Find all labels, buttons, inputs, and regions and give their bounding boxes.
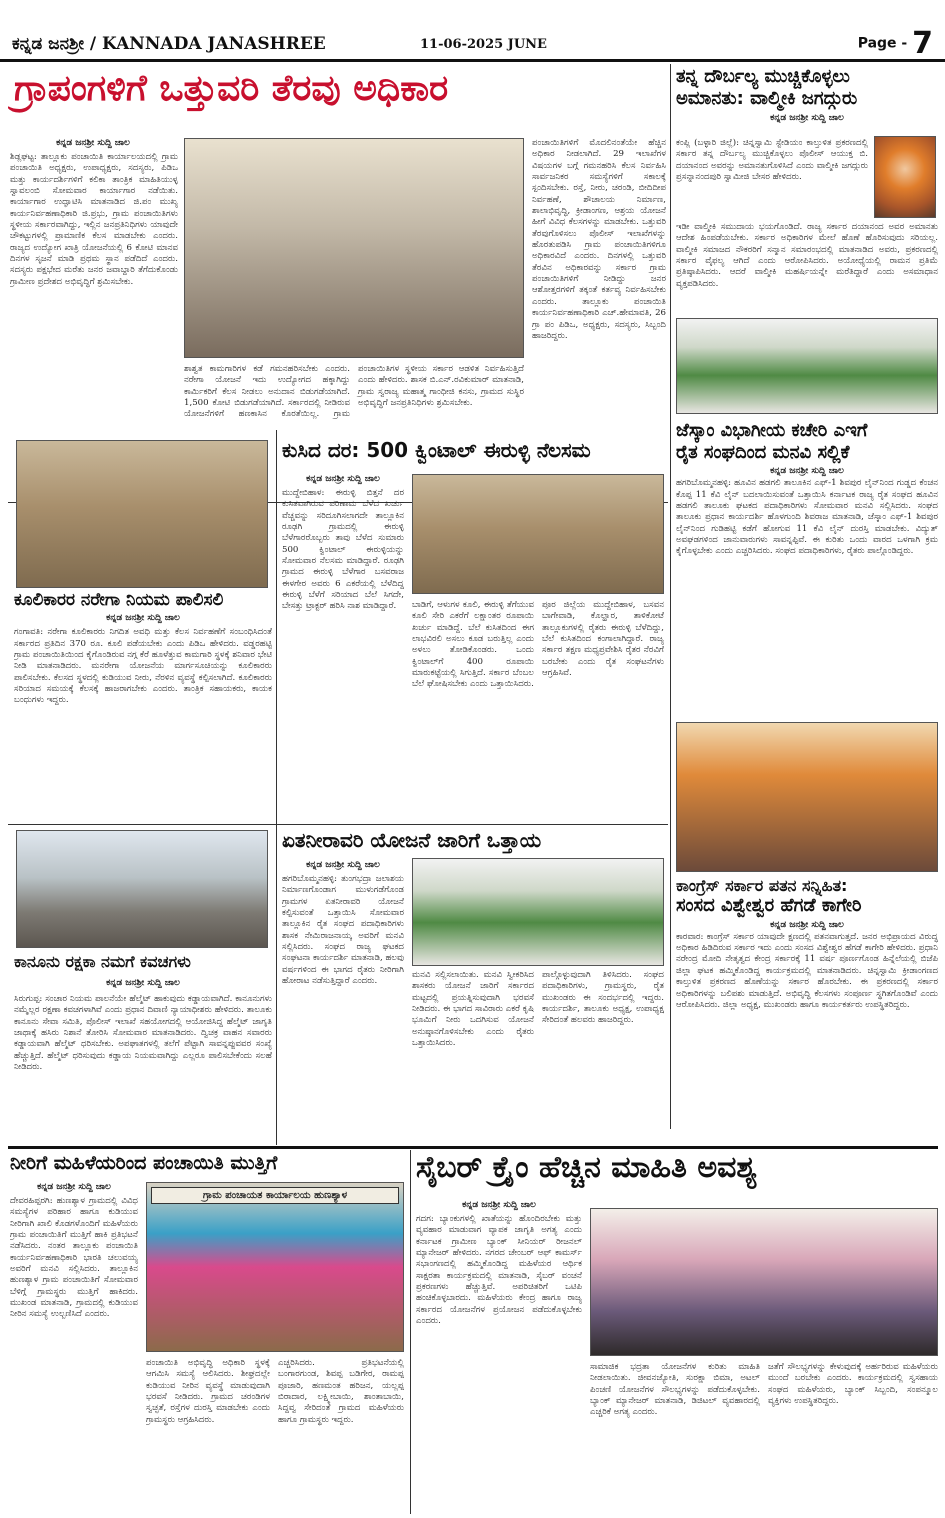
swamiji-body-1: ಕಂಪ್ಲಿ (ಬಳ್ಳಾರಿ ಜಿಲ್ಲೆ): ಚಿನ್ನಸ್ವಾಮಿ ಸ್ಟೇಡಿಯಂ ಕಾಲ್ತುಳಿತ ಪ್ರಕರಣದಲ್ಲಿ ಸರ್ಕಾರ ತನ್ನ ದೌರ್ಬಲ್ಯ ಮುಚ್ಚಿಕೊಳ್ಳಲು ಪೊಲೀಸ್ ಆಯುಕ್ತ ಬಿ. ದಯಾನಂದ ಅವರನ್ನು ಅಮಾನತುಗೊಳಿಸಿದೆ ಎಂದು ವಾಲ್ಮೀಕಿ ಜಗದ್ಗುರು ಪ್ರಸನ್ನಾನಂದಪುರಿ ಸ್ವಾಮೀಜಿ ಬೇಸರ ಹೇಳಿದರು.	[676, 138, 868, 183]
congress-headline-2: ಸಂಸದ ವಿಶ್ವೇಶ್ವರ ಹೆಗಡೆ ಕಾಗೇರಿ	[676, 895, 862, 917]
nrega-photo	[16, 440, 268, 588]
lead-body-col1: ಶಿಡ್ಲಘಟ್ಟ: ತಾಲ್ಲೂಕು ಪಂಚಾಯಿತಿ ಕಾರ್ಯಾಲಯದಲ್ಲಿ ಗ್ರಾಮ ಪಂಚಾಯಿತಿ ಅಧ್ಯಕ್ಷರು, ಉಪಾಧ್ಯಕ್ಷರು, ಸದಸ್ಯರು, ಪಿಡಿಒ ಮತ್ತು ಕಾರ್ಯದರ್ಶಿಗಳಿಗೆ ಕಲಿಕಾ ತಾಂತ್ರಿಕ ಮಾಹಿತಿಯುಳ್ಳ ಸ್ವಾವಲಂಬಿ ಸೋಮವಾರ ಕಾರ್ಯಾಗಾರ ನಡೆಯಿತು. ಕಾರ್ಯಾಗಾರ ಉದ್ಘಾಟಿಸಿ ಮಾತನಾಡಿದ ಜಿ.ಪಂ ಮುಖ್ಯ ಕಾರ್ಯನಿರ್ವಹಣಾಧಿಕಾರಿ ಜಿ.ಪ್ರಭು, ಗ್ರಾಮ ಪಂಚಾಯಿತಿಗಳು ಸ್ಥಳೀಯ ಸರ್ಕಾರವಾಗಿದ್ದು, ಇಲ್ಲಿನ ಜನಪ್ರತಿನಿಧಿಗಳು ಯಾವುದೇ ಚೌಕಟ್ಟುಗಳಲ್ಲಿ ಪ್ರಾಮಾಣಿಕ ಕೆಲಸ ಮಾಡಬೇಕು ಎಂದರು. ರಾಜ್ಯದ ಉದ್ಯೋಗ ಖಾತ್ರಿ ಯೋಜನೆಯಲ್ಲಿ 6 ಕೋಟಿ ಮಾನವ ದಿನಗಳ ಸೃಜನೆ ಮಾಡಿ ಪ್ರಥಮ ಸ್ಥಾನ ಪಡೆದಿದೆ ಎಂದರು. ಸದಸ್ಯರು ಪಕ್ಷಭೇದ ಮರೆತು ಜನರ ಜವಾಬ್ದಾರಿ ತೆಗೆದುಕೊಂಡು ಗ್ರಾಮೀಣ ಪ್ರದೇಶದ ಅಭಿವೃದ್ಧಿಗೆ ಶ್ರಮಿಸಬೇಕು.	[10, 152, 178, 287]
swamiji-byline: ಕನ್ನಡ ಜನಶ್ರೀ ಸುದ್ದಿ ಜಾಲ	[770, 113, 844, 124]
congress-byline: ಕನ್ನಡ ಜನಶ್ರೀ ಸುದ್ದಿ ಜಾಲ	[770, 919, 844, 930]
swamiji-headline-2: ಅಮಾನತು: ವಾಲ್ಮೀಕಿ ಜಗದ್ಗುರು	[676, 87, 858, 109]
lead-article	[8, 68, 666, 498]
cyber-headline: ಸೈಬರ್ ಕ್ರೈಂ ಹೆಚ್ಚಿನ ಮಾಹಿತಿ ಅವಶ್ಯ	[416, 1150, 757, 1185]
escom-byline: ಕನ್ನಡ ಜನಶ್ರೀ ಸುದ್ದಿ ಜಾಲ	[770, 466, 844, 477]
onion-body-3: ಪೂರ ಜಿಲ್ಲೆಯ ಮುದ್ದೇಬಿಹಾಳ, ಬಸವನ ಬಾಗೇವಾಡಿ, ಕೊಲ್ಹಾರ, ತಾಳಿಕೋಟೆ ತಾಲ್ಲೂಕುಗಳಲ್ಲಿ ರೈತರು ಈರುಳ್ಳಿ ಬೆಳೆದಿದ್ದು, ಬೆಲೆ ಕುಸಿತದಿಂದ ಕಂಗಾಲಾಗಿದ್ದಾರೆ. ರಾಜ್ಯ ಸರ್ಕಾರ ತಕ್ಷಣ ಮಧ್ಯಪ್ರವೇಶಿಸಿ ರೈತರ ನೆರವಿಗೆ ಬರಬೇಕು ಎಂದು ರೈತ ಸಂಘಟನೆಗಳು ಆಗ್ರಹಿಸಿವೆ.	[542, 600, 664, 679]
nrega-article	[14, 590, 272, 820]
escom-body: ಹಗರಿಬೊಮ್ಮನಹಳ್ಳಿ: ಹೂವಿನ ಹಡಗಲಿ ತಾಲೂಕಿನ ಎಫ್-1 ಶಿವಪುರ ಲೈನ್‌ನಿಂದ ಗುಡ್ಡದ ಕೆಂಚನ ಕೊಪ್ಪ 11 ಕೆವಿ ಲೈನ್ ಬದಲಾಯಿಸುವಂತೆ ಒತ್ತಾಯಿಸಿ ಕರ್ನಾಟಕ ರಾಜ್ಯ ರೈತ ಸಂಘದ ಹೂವಿನ ಹಡಗಲಿ ತಾಲೂಕು ಘಟಕದ ಪದಾಧಿಕಾರಿಗಳು ಸೋಮವಾರ ಮನವಿ ಸಲ್ಲಿಸಿದರು. ಸಂಘದ ತಾಲೂಕು ಪ್ರಧಾನ ಕಾರ್ಯದರ್ಶಿ ಹೊಳಗುಂದಿ ಶಿವರಾಜ ಮಾತನಾಡಿ, ಜೆಸ್ಕಾಂ ಎಫ್-1 ಶಿವಪುರ ಲೈನ್‌ನಿಂದ ಗುಡಿಹಟ್ಟಿ ಕಡೆಗೆ ಹೋಗುವ 11 ಕೆವಿ ಲೈನ್ ದುರಸ್ತಿ ಮಾಡಬೇಕು. ವಿದ್ಯುತ್ ಅವಘಡಗಳಿಂದ ಜಾನುವಾರುಗಳು ಸಾವನ್ನಪ್ಪಿವೆ. ಈ ಕುರಿತು ಒಂದು ವಾರದ ಒಳಗಾಗಿ ಕ್ರಮ ಕೈಗೊಳ್ಳಬೇಕು ಎಂದು ಎಚ್ಚರಿಸಿದರು. ಸಂಘದ ಪದಾಧಿಕಾರಿಗಳು, ರೈತರು ಪಾಲ್ಗೊಂಡಿದ್ದರು.	[676, 478, 938, 557]
newspaper-name: ಕನ್ನಡ ಜನಶ್ರೀ / KANNADA JANASHREE	[12, 34, 326, 54]
etthinahole-photo	[412, 858, 664, 966]
helmet-article	[14, 952, 272, 976]
helmet-photo	[16, 830, 268, 948]
cyber-photo	[590, 1208, 938, 1356]
etthinahole-body-1: ಹಗರಿಬೊಮ್ಮನಹಳ್ಳಿ: ತುಂಗಭದ್ರಾ ಜಲಾಶಯ ನಿರ್ಮಾಣಗೊಂಡಾಗ ಮುಳುಗಡೆಗೊಂಡ ಗ್ರಾಮಗಳ ಏತನೀರಾವರಿ ಯೋಜನೆ ಕಲ್ಪಿಸುವಂತೆ ಒತ್ತಾಯಿಸಿ ಸೋಮವಾರ ತಾಲ್ಲೂಕಿನ ರೈತ ಸಂಘದ ಪದಾಧಿಕಾರಿಗಳು ಶಾಸಕ ನೇಮಿರಾಜನಾಯ್ಕ ಅವರಿಗೆ ಮನವಿ ಸಲ್ಲಿಸಿದರು. ಸಂಘದ ರಾಜ್ಯ ಘಟಕದ ಸಂಘಟನಾ ಕಾರ್ಯದರ್ಶಿ ಮಾತನಾಡಿ, ಹಲವು ವರ್ಷಗಳಿಂದ ಈ ಭಾಗದ ರೈತರು ನೀರಿಗಾಗಿ ಹೋರಾಟ ನಡೆಸುತ್ತಿದ್ದಾರೆ ಎಂದರು.	[282, 874, 404, 987]
onion-body-2: ಬಾಡಿಗೆ, ಆಳುಗಳ ಕೂಲಿ, ಈರುಳ್ಳಿ ತೆಗೆಯುವ ಕೂಲಿ ಸೇರಿ ಎಕರೆಗೆ ಲಕ್ಷಾಂತರ ರೂಪಾಯಿ ಖರ್ಚು ಮಾಡಿದ್ದೆ. ಬೆಲೆ ಕುಸಿತದಿಂದ ಈಗ ಲಾಭವಿರಲಿ ಅಸಲು ಕೂಡ ಬರುತ್ತಿಲ್ಲ ಎಂದು ಅಳಲು ತೋಡಿಕೊಂಡರು. ಒಂದು ಕ್ವಿಂಟಾಲ್‌ಗೆ 400 ರೂಪಾಯಿ ಮಾರುಕಟ್ಟೆಯಲ್ಲಿ ಸಿಗುತ್ತಿದೆ. ಸರ್ಕಾರ ಬೆಂಬಲ ಬೆಲೆ ಘೋಷಿಸಬೇಕು ಎಂದು ಒತ್ತಾಯಿಸಿದರು.	[412, 600, 534, 690]
onion-headline: ಕುಸಿದ ದರ: 500 ಕ್ವಿಂಟಾಲ್ ಈರುಳ್ಳಿ ನೆಲಸಮ	[282, 438, 591, 462]
swamiji-article	[676, 66, 938, 312]
congress-article	[676, 876, 938, 1128]
nrega-byline: ಕನ್ನಡ ಜನಶ್ರೀ ಸುದ್ದಿ ಜಾಲ	[106, 613, 180, 624]
water-byline: ಕನ್ನಡ ಜನಶ್ರೀ ಸುದ್ದಿ ಜಾಲ	[37, 1182, 111, 1192]
congress-photo	[676, 722, 938, 872]
etthinahole-article	[282, 828, 666, 1144]
water-photo	[146, 1182, 404, 1352]
water-body-2: ಪಂಚಾಯಿತಿ ಅಭಿವೃದ್ಧಿ ಅಧಿಕಾರಿ ಸ್ಥಳಕ್ಕೆ ಆಗಮಿಸಿ ಸಮಸ್ಯೆ ಆಲಿಸಿದರು. ಶೀಘ್ರದಲ್ಲೇ ಕುಡಿಯುವ ನೀರಿನ ವ್ಯವಸ್ಥೆ ಮಾಡುವುದಾಗಿ ಭರವಸೆ ನೀಡಿದರು. ಗ್ರಾಮದ ಚರಂಡಿಗಳ ಸ್ವಚ್ಛತೆ, ರಸ್ತೆಗಳ ದುರಸ್ತಿ ಮಾಡಬೇಕು ಎಂದು ಗ್ರಾಮಸ್ಥರು ಆಗ್ರಹಿಸಿದರು.	[146, 1358, 270, 1425]
cyber-article	[416, 1150, 940, 1514]
water-body-3: ಎಚ್ಚರಿಸಿದರು. ಪ್ರತಿಭಟನೆಯಲ್ಲಿ ಬಂಗಾರಗುಂಡ, ಶಿವಪ್ಪ ಬಡಿಗೇರ, ರಾಮಪ್ಪ ಪೂಜಾರಿ, ಹಣಮಂತ ಹರಿಜನ, ಯಲ್ಲಪ್ಪ ಬಿರಾದಾರ, ಲಕ್ಷ್ಮೀಬಾಯಿ, ಶಾಂತಾಬಾಯಿ, ಸಿದ್ದವ್ವ ಸೇರಿದಂತೆ ಗ್ರಾಮದ ಮಹಿಳೆಯರು ಹಾಗೂ ಗ್ರಾಮಸ್ಥರು ಇದ್ದರು.	[278, 1358, 404, 1425]
congress-headline-1: ಕಾಂಗ್ರೆಸ್ ಸರ್ಕಾರ ಪತನ ಸನ್ನಿಹಿತ:	[676, 876, 848, 895]
onion-body-1: ಮುದ್ದೇಬಿಹಾಳ: ಈರುಳ್ಳಿ ಬಿತ್ತನೆ ದರ ಕುಸಿತವಾಗಿರುವ ಪರಿಣಾಮ ಬೆಳೆದ ಖರ್ಚು ವೆಚ್ಚವನ್ನು ಸರಿದೂಗಿಸಲಾಗದೇ ತಾಲ್ಲೂಕಿನ ರೂಢಗಿ ಗ್ರಾಮದಲ್ಲಿ ಈರುಳ್ಳಿ ಬೆಳೆಗಾರರೊಬ್ಬರು ತಾವು ಬೆಳೆದ ಸುಮಾರು 500 ಕ್ವಿಂಟಾಲ್ ಈರುಳ್ಳಿಯನ್ನು ಸೋಮವಾರ ನೆಲಸಮ ಮಾಡಿದ್ದಾರೆ. ರೂಢಗಿ ಗ್ರಾಮದ ಈರುಳ್ಳಿ ಬೆಳೆಗಾರ ಬಸವರಾಜ ಈಳಗೇರ ಅವರು 6 ಎಕರೆಯಲ್ಲಿ ಬೆಳೆದಿದ್ದ ಈರುಳ್ಳಿ ಬೆಳೆಗೆ ಸರಿಯಾದ ಬೆಲೆ ಸಿಗದೇ, ಬೇಸತ್ತು ಟ್ರಾಕ್ಟರ್ ಹರಿಸಿ ನಾಶ ಮಾಡಿದ್ದಾರೆ.	[282, 488, 404, 612]
onion-photo	[412, 474, 664, 594]
escom-photo	[676, 318, 938, 414]
page-number: 7	[912, 26, 933, 61]
water-article	[10, 1152, 406, 1514]
issue-date: 11-06-2025 JUNE	[420, 37, 547, 52]
lead-headline: ಗ್ರಾಪಂಗಳಿಗೆ ಒತ್ತುವರಿ ತೆರವು ಅಧಿಕಾರ	[14, 68, 449, 109]
etthinahole-body-2: ಮನವಿ ಸಲ್ಲಿಸಲಾಯಿತು. ಮನವಿ ಸ್ವೀಕರಿಸಿದ ಶಾಸಕರು ಯೋಜನೆ ಜಾರಿಗೆ ಸರ್ಕಾರದ ಮಟ್ಟದಲ್ಲಿ ಪ್ರಯತ್ನಿಸುವುದಾಗಿ ಭರವಸೆ ನೀಡಿದರು. ಈ ಭಾಗದ ಸಾವಿರಾರು ಎಕರೆ ಕೃಷಿ ಭೂಮಿಗೆ ನೀರು ಒದಗಿಸುವ ಯೋಜನೆ ಅನುಷ್ಠಾನಗೊಳಿಸಬೇಕು ಎಂದು ರೈತರು ಒತ್ತಾಯಿಸಿದರು.	[412, 970, 534, 1049]
onion-article	[282, 438, 666, 818]
water-headline: ನೀರಿಗೆ ಮಹಿಳೆಯರಿಂದ ಪಂಚಾಯಿತಿ ಮುತ್ತಿಗೆ	[10, 1152, 278, 1174]
nrega-body: ಗಂಗಾವತಿ: ನರೇಗಾ ಕೂಲಿಕಾರರು ನಿಗದಿತ ಅವಧಿ ಮತ್ತು ಕೆಲಸ ನಿರ್ವಹಣೆಗೆ ಸಂಬಂಧಿಸಿದಂತೆ ಸರ್ಕಾರದ ಪ್ರತಿದಿನ 370 ರೂ. ಕೂಲಿ ಪಡೆಯಬೇಕು ಎಂದು ಪಿಡಿಒ ಹೇಳಿದರು. ವಡ್ಡರಹಟ್ಟಿ ಗ್ರಾಮ ಪಂಚಾಯಿತಿಯಿಂದ ಕೈಗೊಂಡಿರುವ ನಗ್ಗ ಕೆರೆ ಹೂಳೆತ್ತುವ ಕಾಮಗಾರಿ ಸ್ಥಳಕ್ಕೆ ಶನಿವಾರ ಭೇಟಿ ನೀಡಿ ಮಾತನಾಡಿದರು. ಮನರೇಗಾ ಯೋಜನೆಯ ಮಾರ್ಗಸೂಚಿಯನ್ನು ಕೂಲಿಕಾರರು ಪಾಲಿಸಬೇಕು. ಕೆಲಸದ ಸ್ಥಳದಲ್ಲಿ ಕುಡಿಯುವ ನೀರು, ನೆರಳಿನ ವ್ಯವಸ್ಥೆ ಕಲ್ಪಿಸಲಾಗಿದೆ. ಕೂಲಿಕಾರರು ಸರಿಯಾದ ಸಮಯಕ್ಕೆ ಕೆಲಸಕ್ಕೆ ಹಾಜರಾಗಬೇಕು ಎಂದರು. ತಾಂತ್ರಿಕ ಸಹಾಯಕರು, ಕಾಯಕ ಬಂಧುಗಳು ಇದ್ದರು.	[14, 627, 272, 706]
swamiji-headline-1: ತನ್ನ ದೌರ್ಬಲ್ಯ ಮುಚ್ಚಿಕೊಳ್ಳಲು	[676, 66, 850, 87]
congress-body: ಕಾರವಾರ: ಕಾಂಗ್ರೆಸ್ ಸರ್ಕಾರ ಯಾವುದೇ ಕ್ಷಣದಲ್ಲಿ ಪತನವಾಗುತ್ತದೆ. ಜನರ ಅಭಿಪ್ರಾಯದ ವಿರುದ್ಧ ಅಧಿಕಾರ ಹಿಡಿದಿರುವ ಸರ್ಕಾರ ಇದು ಎಂದು ಸಂಸದ ವಿಶ್ವೇಶ್ವರ ಹೆಗಡೆ ಕಾಗೇರಿ ಹೇಳಿದರು. ಪ್ರಧಾನಿ ನರೇಂದ್ರ ಮೋದಿ ನೇತೃತ್ವದ ಕೇಂದ್ರ ಸರ್ಕಾರಕ್ಕೆ 11 ವರ್ಷ ಪೂರ್ಣಗೊಂಡ ಹಿನ್ನೆಲೆಯಲ್ಲಿ ಬಿಜೆಪಿ ಜಿಲ್ಲಾ ಘಟಕ ಹಮ್ಮಿಕೊಂಡಿದ್ದ ಕಾರ್ಯಕ್ರಮದಲ್ಲಿ ಮಾತನಾಡಿದರು. ಚಿನ್ನಸ್ವಾಮಿ ಕ್ರೀಡಾಂಗಣದ ಕಾಲ್ತುಳಿತ ಪ್ರಕರಣದ ಹೊಣೆಯನ್ನು ಸರ್ಕಾರ ಹೊರಬೇಕು. ಈ ಪ್ರಕರಣದಲ್ಲಿ ಸರ್ಕಾರ ಅಧಿಕಾರಿಗಳನ್ನು ಬಲಿಪಶು ಮಾಡುತ್ತಿದೆ. ಅಭಿವೃದ್ಧಿ ಕೆಲಸಗಳು ಸಂಪೂರ್ಣ ಸ್ಥಗಿತಗೊಂಡಿವೆ ಎಂದು ಆರೋಪಿಸಿದರು. ಜಿಲ್ಲಾ ಅಧ್ಯಕ್ಷ, ಮುಖಂಡರು ಹಾಗೂ ಕಾರ್ಯಕರ್ತರು ಉಪಸ್ಥಿತರಿದ್ದರು.	[676, 931, 938, 1010]
cyber-body-3: ಜತೆಗೆ ಸೌಲಭ್ಯಗಳನ್ನು ಕೇಳುವುದಕ್ಕೆ ಅರ್ಹರಿರುವ ಮಹಿಳೆಯರು ಮುಂದೆ ಬರಬೇಕು ಎಂದರು. ಕಾರ್ಯಕ್ರಮದಲ್ಲಿ ಸ್ವಸಹಾಯ ಸಂಘದ ಮಹಿಳೆಯರು, ಬ್ಯಾಂಕ್ ಸಿಬ್ಬಂದಿ, ಸಂಪನ್ಮೂಲ ವ್ಯಕ್ತಿಗಳು ಉಪಸ್ಥಿತರಿದ್ದರು.	[768, 1362, 938, 1407]
water-body-1: ದೇವರಹಿಪ್ಪರಗಿ: ಹುಣಶ್ಯಾಳ ಗ್ರಾಮದಲ್ಲಿ ವಿವಿಧ ಸಮಸ್ಯೆಗಳ ಪರಿಹಾರ ಹಾಗೂ ಕುಡಿಯುವ ನೀರಿಗಾಗಿ ಖಾಲಿ ಕೊಡಗಳೊಂದಿಗೆ ಮಹಿಳೆಯರು ಗ್ರಾಮ ಪಂಚಾಯಿತಿಗೆ ಮುತ್ತಿಗೆ ಹಾಕಿ ಪ್ರತಿಭಟನೆ ನಡೆಸಿದರು. ನಂತರ ತಾಲ್ಲೂಕು ಪಂಚಾಯಿತಿ ಕಾರ್ಯನಿರ್ವಹಣಾಧಿಕಾರಿ ಭಾರತಿ ಚಲುವಯ್ಯ ಅವರಿಗೆ ಮನವಿ ಸಲ್ಲಿಸಿದರು. ತಾಲ್ಲೂಕಿನ ಹುಣಶ್ಯಾಳ ಗ್ರಾಮ ಪಂಚಾಯಿತಿಗೆ ಸೋಮವಾರ ಬೆಳಿಗ್ಗೆ ಗ್ರಾಮಸ್ಥರು ಮುತ್ತಿಗೆ ಹಾಕಿದರು. ಮುಖಂಡ ಮಾತನಾಡಿ, ಗ್ರಾಮದಲ್ಲಿ ಕುಡಿಯುವ ನೀರಿನ ಸಮಸ್ಯೆ ಉಲ್ಬಣಿಸಿದೆ ಎಂದರು.	[10, 1196, 138, 1320]
cyber-byline: ಕನ್ನಡ ಜನಶ್ರೀ ಸುದ್ದಿ ಜಾಲ	[462, 1200, 536, 1210]
swamiji-body-2: ಇಡೀ ವಾಲ್ಮೀಕಿ ಸಮುದಾಯ ಭಯಗೊಂಡಿದೆ. ರಾಜ್ಯ ಸರ್ಕಾರ ದಯಾನಂದ ಅವರ ಅಮಾನತು ಆದೇಶ ಹಿಂಪಡೆಯಬೇಕು. ಸರ್ಕಾರ ಅಧಿಕಾರಿಗಳ ಮೇಲೆ ಹೊಣೆ ಹೊರಿಸುವುದು ಸರಿಯಲ್ಲ. ವಾಲ್ಮೀಕಿ ಸಮಾಜದ ನೌಕರರಿಗೆ ಸನ್ಮಾನ ಸಮಾರಂಭದಲ್ಲಿ ಮಾತನಾಡಿದ ಅವರು, ಪ್ರಕರಣದಲ್ಲಿ ಸರ್ಕಾರ ವೈಫಲ್ಯ ಆಗಿದೆ ಎಂದು ಆರೋಪಿಸಿದರು. ಅಯೋಧ್ಯೆಯಲ್ಲಿ ರಾಮನ ಪ್ರತಿಮೆ ಪ್ರತಿಷ್ಠಾಪಿಸಿದರು. ಆದರೆ ವಾಲ್ಮೀಕಿ ಮಹರ್ಷಿಯನ್ನೇ ಮರೆತಿದ್ದಾರೆ ಎಂದು ಅಸಮಾಧಾನ ವ್ಯಕ್ತಪಡಿಸಿದರು.	[676, 222, 938, 289]
escom-article	[676, 420, 938, 720]
helmet-body: ಸಿರುಗುಪ್ಪ: ಸಂಚಾರ ನಿಯಮ ಪಾಲನೆಯೇ ಹೆಲ್ಮೆಟ್ ಹಾಕುವುದು ಕಡ್ಡಾಯವಾಗಿದೆ. ಕಾನೂನುಗಳು ನಮ್ಮೆಲ್ಲರ ರಕ್ಷಣಾ ಕವಚಗಳಾಗಿವೆ ಎಂದು ಪ್ರಧಾನ ದಿವಾಣಿ ನ್ಯಾಯಾಧೀಶರು ಹೇಳಿದರು. ತಾಲೂಕು ಕಾನೂನು ಸೇವಾ ಸಮಿತಿ, ಪೊಲೀಸ್ ಇಲಾಖೆ ಸಹಯೋಗದಲ್ಲಿ ಆಯೋಜಿಸಿದ್ದ ಹೆಲ್ಮೆಟ್ ಜಾಗೃತಿ ಜಾಥಾಕ್ಕೆ ಹಸಿರು ನಿಶಾನೆ ತೋರಿಸಿ ಸೋಮವಾರ ಮಾತನಾಡಿದರು. ದ್ವಿಚಕ್ರ ವಾಹನ ಸವಾರರು ಕಡ್ಡಾಯವಾಗಿ ಹೆಲ್ಮೆಟ್ ಧರಿಸಬೇಕು. ಅಪಘಾತಗಳಲ್ಲಿ ತಲೆಗೆ ಪೆಟ್ಟಾಗಿ ಸಾವನ್ನಪ್ಪುವವರ ಸಂಖ್ಯೆ ಹೆಚ್ಚುತ್ತಿದೆ. ಹೆಲ್ಮೆಟ್ ಧರಿಸುವುದು ಕಡ್ಡಾಯ ನಿಯಮವಾಗಿದ್ದು ಎಲ್ಲರೂ ಪಾಲಿಸಬೇಕೆಂದು ಸಲಹೆ ನೀಡಿದರು.	[14, 994, 272, 1073]
etthinahole-body-3: ಪಾಲ್ಗೊಳ್ಳುವುದಾಗಿ ತಿಳಿಸಿದರು. ಸಂಘದ ಪದಾಧಿಕಾರಿಗಳು, ಗ್ರಾಮಸ್ಥರು, ರೈತ ಮುಖಂಡರು ಈ ಸಂದರ್ಭದಲ್ಲಿ ಇದ್ದರು. ಕಾರ್ಯದರ್ಶಿ, ತಾಲೂಕು ಅಧ್ಯಕ್ಷ, ಉಪಾಧ್ಯಕ್ಷ ಸೇರಿದಂತೆ ಹಲವರು ಹಾಜರಿದ್ದರು.	[542, 970, 664, 1026]
cyber-body-1: ಗದಗ: ಬ್ಯಾಂಕುಗಳಲ್ಲಿ ಖಾತೆಯನ್ನು ಹೊಂದಿರಬೇಕು ಮತ್ತು ವ್ಯವಹಾರ ಮಾಡುವಾಗ ವ್ಯಾಪಕ ಜಾಗೃತಿ ಅಗತ್ಯ ಎಂದು ಕರ್ನಾಟಕ ಗ್ರಾಮೀಣ ಬ್ಯಾಂಕ್ ಸೀನಿಯರ್ ರೀಜನಲ್ ಮ್ಯಾನೇಜರ್ ಹೇಳಿದರು. ನಗರದ ಚೇಂಬರ್ ಆಫ್ ಕಾಮರ್ಸ್ ಸಭಾಂಗಣದಲ್ಲಿ ಹಮ್ಮಿಕೊಂಡಿದ್ದ ಮಹಿಳೆಯರ ಆರ್ಥಿಕ ಸಾಕ್ಷರತಾ ಕಾರ್ಯಕ್ರಮದಲ್ಲಿ ಮಾತನಾಡಿ, ಸೈಬರ್ ವಂಚನೆ ಪ್ರಕರಣಗಳು ಹೆಚ್ಚುತ್ತಿವೆ. ಅಪರಿಚಿತರಿಗೆ ಒಟಿಪಿ ಹಂಚಿಕೊಳ್ಳಬಾರದು. ಮಹಿಳೆಯರು ಕೇಂದ್ರ ಹಾಗೂ ರಾಜ್ಯ ಸರ್ಕಾರದ ಯೋಜನೆಗಳ ಪ್ರಯೋಜನ ಪಡೆದುಕೊಳ್ಳಬೇಕು ಎಂದರು.	[416, 1214, 582, 1327]
cyber-body-2: ಸಾಮಾಜಿಕ ಭದ್ರತಾ ಯೋಜನೆಗಳ ಕುರಿತು ಮಾಹಿತಿ ನೀಡಲಾಯಿತು. ಜೀವನಜ್ಯೋತಿ, ಸುರಕ್ಷಾ ಬಿಮಾ, ಅಟಲ್ ಪಿಂಚಣಿ ಯೋಜನೆಗಳ ಸೌಲಭ್ಯಗಳನ್ನು ಪಡೆದುಕೊಳ್ಳಬೇಕು. ಬ್ಯಾಂಕ್ ಮ್ಯಾನೇಜರ್ ಮಾತನಾಡಿ, ಡಿಜಿಟಲ್ ವ್ಯವಹಾರದಲ್ಲಿ ಎಚ್ಚರಿಕೆ ಅಗತ್ಯ ಎಂದರು.	[590, 1362, 760, 1418]
swamiji-photo	[874, 136, 936, 218]
nrega-headline: ಕೂಲಿಕಾರರ ನರೇಗಾ ನಿಯಮ ಪಾಲಿಸಲಿ	[14, 590, 224, 610]
lead-body-col2: ಶಾಶ್ವತ ಕಾಮಗಾರಿಗಳ ಕಡೆ ಗಮನಹರಿಸಬೇಕು ಎಂದರು. ನರೇಗಾ ಯೋಜನೆ ಇದು ಉದ್ಯೋಗದ ಹಕ್ಕಾಗಿದ್ದು ಕಾರ್ಮಿಕರಿಗೆ ಕೆಲಸ ನೀಡಲು ಅನುದಾನ ಬಿಡುಗಡೆಯಾಗಿದೆ. 1,500 ಕೋಟಿ ಬಿಡುಗಡೆಯಾಗಿದೆ. ಸರ್ಕಾರದಲ್ಲಿ ನೀಡಿರುವ ಯೋಜನೆಗಳಿಗೆ ಹಣಕಾಸಿನ ಕೊರತೆಯಿಲ್ಲ. ಗ್ರಾಮ ಪಂಚಾಯಿತಿಗಳ ಸ್ಥಳೀಯ ಸರ್ಕಾರ ಆಡಳಿತ ನಿರ್ವಹಿಸುತ್ತಿದೆ ಎಂದು ಹೇಳಿದರು. ಶಾಸಕ ಬಿ.ಎನ್.ರವಿಕುಮಾರ್ ಮಾತನಾಡಿ, ಗ್ರಾಮ ಸ್ವರಾಜ್ಯ ಮಹಾತ್ಮ ಗಾಂಧೀಜಿ ಕನಸು, ಗ್ರಾಮದ ಸುಸ್ಥಿರ ಅಭಿವೃದ್ಧಿಗೆ ಜನಪ್ರತಿನಿಧಿಗಳು ಶ್ರಮಿಸಬೇಕು.	[184, 364, 524, 420]
lead-byline: ಕನ್ನಡ ಜನಶ್ರೀ ಸುದ್ದಿ ಜಾಲ	[56, 138, 130, 148]
onion-byline: ಕನ್ನಡ ಜನಶ್ರೀ ಸುದ್ದಿ ಜಾಲ	[306, 474, 380, 484]
page-number-label: Page - 7	[857, 26, 933, 61]
etthinahole-headline: ಏತನೀರಾವರಿ ಯೋಜನೆ ಜಾರಿಗೆ ಒತ್ತಾಯ	[282, 828, 542, 852]
escom-headline-1: ಜೆಸ್ಕಾಂ ವಿಭಾಗೀಯ ಕಚೇರಿ ಎಇಗೆ	[676, 420, 868, 441]
helmet-headline: ಕಾನೂನು ರಕ್ಷಕಾ ನಮಗೆ ಕವಚಗಳು	[14, 952, 191, 971]
helmet-byline: ಕನ್ನಡ ಜನಶ್ರೀ ಸುದ್ದಿ ಜಾಲ	[106, 978, 180, 988]
escom-headline-2: ರೈತ ಸಂಘದಿಂದ ಮನವಿ ಸಲ್ಲಿಕೆ	[676, 441, 850, 463]
lead-body-col3: ಪಂಚಾಯಿತಿಗಳಿಗೆ ಮೊದಲಿನಂತೆಯೇ ಹೆಚ್ಚಿನ ಅಧಿಕಾರ ನೀಡಲಾಗಿದೆ. 29 ಇಲಾಖೆಗಳ ವಿಷಯಗಳ ಬಗ್ಗೆ ಗಮನಹರಿಸಿ ಕೆಲಸ ನಿರ್ವಹಿಸಿ ಸಾರ್ವಜನಿಕರ ಸಮಸ್ಯೆಗಳಿಗೆ ಸಕಾಲಕ್ಕೆ ಸ್ಪಂದಿಸಬೇಕು. ರಸ್ತೆ, ನೀರು, ಚರಂಡಿ, ಬೀದಿದೀಪ ನಿರ್ವಹಣೆ, ಶೌಚಾಲಯ ನಿರ್ಮಾಣ, ಶಾಲಾಭಿವೃದ್ಧಿ, ಕ್ರೀಡಾಂಗಣ, ಆಶ್ರಯ ಯೋಜನೆ ಹೀಗೆ ವಿವಿಧ ಕೆಲಸಗಳನ್ನು ಮಾಡಬೇಕು. ಒತ್ತುವರಿ ತೆರವುಗೊಳಿಸಲು ಪೊಲೀಸ್ ಇಲಾಖೆಗಳನ್ನು ಹೊರತುಪಡಿಸಿ ಗ್ರಾಮ ಪಂಚಾಯಿತಿಗಳಿಗೂ ಅಧಿಕಾರವಿದೆ ಎಂದರು. ದಿನಗಳಲ್ಲಿ ಒತ್ತುವರಿ ತೆರವಿನ ಅಧಿಕಾರವನ್ನು ಸರ್ಕಾರ ಗ್ರಾಮ ಪಂಚಾಯಿತಿಗಳಿಗೆ ನೀಡಿದ್ದು ಜನರ ಆಶೋತ್ತರಗಳಿಗೆ ತಕ್ಕಂತೆ ಕರ್ತವ್ಯ ನಿರ್ವಹಿಸಬೇಕು ಎಂದರು. ತಾಲ್ಲೂಕು ಪಂಚಾಯಿತಿ ಕಾರ್ಯನಿರ್ವಹಣಾಧಿಕಾರಿ ಎಚ್.ಹೇಮಾವತಿ, 26 ಗ್ರಾ ಪಂ ಪಿಡಿಒ, ಅಧ್ಯಕ್ಷರು, ಸದಸ್ಯರು, ಸಿಬ್ಬಂದಿ ಹಾಜರಿದ್ದರು.	[532, 138, 666, 341]
panchayat-sign: ಗ್ರಾಮ ಪಂಚಾಯತ ಕಾರ್ಯಾಲಯ ಹುಣಶ್ಯಾಳ	[151, 1187, 399, 1204]
masthead	[0, 0, 945, 62]
lead-photo	[184, 138, 524, 358]
etthinahole-byline: ಕನ್ನಡ ಜನಶ್ರೀ ಸುದ್ದಿ ಜಾಲ	[306, 860, 380, 870]
